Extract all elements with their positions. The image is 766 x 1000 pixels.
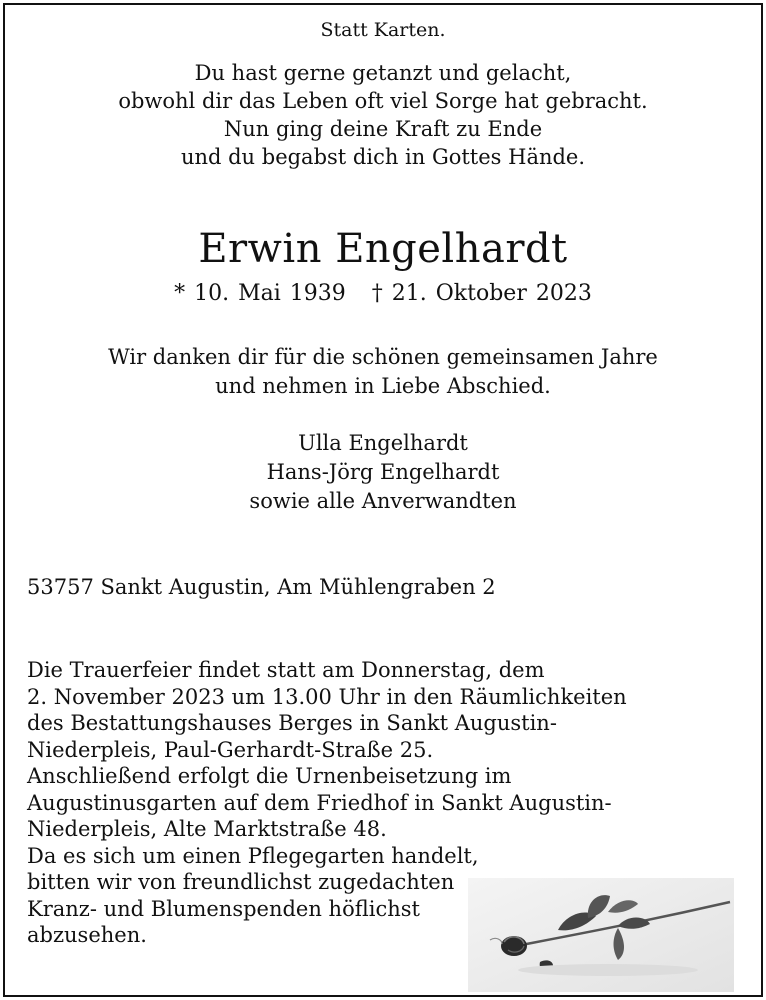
- birth-date: * 10. Mai 1939: [174, 281, 346, 306]
- deceased-name: Erwin Engelhardt: [198, 226, 568, 272]
- ceremony-line: Augustinusgarten auf dem Friedhof in Sankt Augustin-: [27, 790, 612, 815]
- poem-line: Nun ging deine Kraft zu Ende: [223, 117, 543, 141]
- ceremony-line: Niederpleis, Paul-Gerhardt-Straße 25.: [27, 737, 434, 762]
- ceremony-line: Niederpleis, Alte Marktstraße 48.: [27, 817, 387, 841]
- ceremony-line: des Bestattungshauses Berges in Sankt Augustin-: [27, 711, 557, 735]
- thanks-line: und nehmen in Liebe Abschied.: [215, 374, 551, 398]
- death-date: † 21. Oktober 2023: [371, 281, 592, 306]
- intro-text: Statt Karten.: [320, 19, 446, 41]
- poem-line: obwohl dir das Leben oft viel Sorge hat gebracht.: [118, 89, 648, 113]
- thanks-text: [5, 343, 761, 401]
- ceremony-line: Kranz- und Blumenspenden höflichst: [27, 896, 420, 921]
- ceremony-line: Anschließend erfolgt die Urnenbeisetzung im: [27, 764, 512, 788]
- family-signature: [5, 429, 761, 516]
- ceremony-line: 2. November 2023 um 13.00 Uhr in den Räumlichkeiten: [27, 684, 627, 709]
- ceremony-line: abzusehen.: [27, 923, 147, 947]
- thanks-line: Wir danken dir für die schönen gemeinsamen Jahre: [108, 345, 658, 369]
- poem-line: Du hast gerne getanzt und gelacht,: [194, 61, 572, 85]
- ceremony-line: Da es sich um einen Pflegegarten handelt,: [27, 843, 479, 868]
- family-member: sowie alle Anverwandten: [249, 489, 517, 513]
- poem: [5, 59, 761, 171]
- ceremony-line: Die Trauerfeier findet statt am Donnerstag, dem: [27, 658, 545, 682]
- obituary-notice: [3, 3, 763, 997]
- life-dates: [5, 281, 761, 306]
- address: 53757 Sankt Augustin, Am Mühlengraben 2: [27, 575, 496, 599]
- family-member: Ulla Engelhardt: [298, 431, 468, 455]
- family-member: Hans-Jörg Engelhardt: [266, 460, 500, 484]
- rose-icon: [468, 878, 734, 992]
- ceremony-line: bitten wir von freundlichst zugedachten: [27, 870, 455, 894]
- poem-line: und du begabst dich in Gottes Hände.: [180, 145, 586, 169]
